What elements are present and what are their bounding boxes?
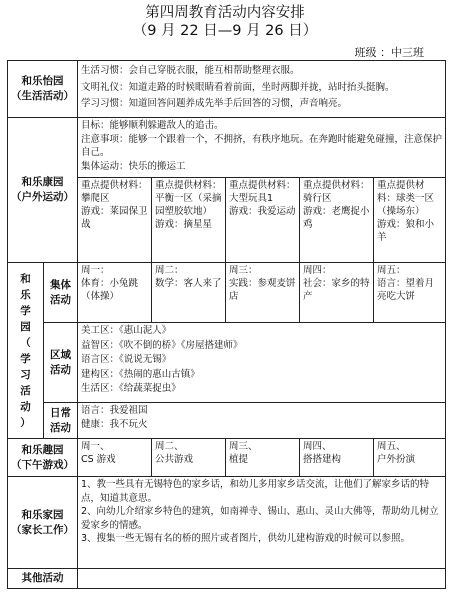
other-row (8, 569, 446, 589)
daily-line: 语言：我爱祖国 (81, 405, 148, 416)
life-row (8, 61, 446, 118)
area-content (78, 323, 446, 403)
home-row (8, 477, 446, 569)
other-head: 其他活动 (8, 569, 78, 589)
daily-line: 健康：我不玩火 (81, 418, 148, 430)
life-line: 生活习惯：会自己穿脱衣服，能互相帮助整理衣服。 (81, 65, 300, 76)
collective-label: 集体 活动 (44, 263, 78, 323)
class-label: 班级 ：中三班 (354, 46, 424, 59)
area-line: 美工区：《惠山泥人》 (81, 325, 172, 336)
daily-label: 日常 活动 (44, 403, 78, 439)
area-label: 区域 活动 (44, 323, 78, 403)
home-item: 3、搜集一些无锡有名的桥的照片或者图片，供幼儿建构游戏的时候可以参照。 (81, 533, 411, 544)
home-item: 2、向幼儿介绍家乡特色的建筑，如南禅寺、锡山、惠山、灵山大佛等，帮助幼儿树立爱家乡的情感。 (81, 506, 439, 531)
home-head: 和乐家园 （家长工作） (8, 477, 78, 569)
health-goal-line: 目标：能够顺利躲避敌人的追击。 (81, 120, 224, 131)
collective-day-cell: 周二： 数学：客人来了 (152, 263, 226, 323)
fun-day-cell: 周二、 公共游戏 (152, 439, 226, 477)
area-line: 语言区：《说说无锡》 (81, 354, 172, 365)
area-line: 建构区：《热闹的惠山古镇》 (81, 368, 200, 380)
health-area-cell: 重点提供材料：平衡一区（采摘园塑胶软地） 游戏：摘星星 (152, 178, 226, 263)
fun-row (8, 439, 446, 477)
study-collective-row (8, 263, 446, 323)
collective-day-cell: 周一： 体育：小兔跳 （体操） (78, 263, 152, 323)
health-area-cell: 重点提供材料：骑行区 游戏：老鹰捉小鸡 (300, 178, 374, 263)
health-area-cell: 重点提供材料：攀爬区 游戏：莱园保卫战 (78, 178, 152, 263)
fun-day-cell: 周四、 搭搭建构 (300, 439, 374, 477)
health-goal-line: 集体运动：快乐的搬运工 (81, 160, 186, 172)
life-line: 学习习惯：知道回答问题养成先举手后回答的习惯，声音响亮。 (81, 98, 348, 109)
life-line: 文明礼仪：知道走路的时候眼睛看着前面，坐时两脚并拢，站时抬头挺胸。 (81, 81, 395, 93)
page-title: 第四周教育活动内容安排 (145, 5, 305, 21)
area-line: 生活区：《给蔬菜捉虫》 (81, 383, 181, 394)
daily-content (78, 403, 446, 439)
collective-day-cell: 周三： 实践：参观麦饼店 (226, 263, 300, 323)
study-area-row (8, 323, 446, 403)
page-subtitle: （9 月 22 日—9 月 26 日） (132, 23, 318, 39)
collective-day-cell: 周四： 社会：家乡的特产 (300, 263, 374, 323)
study-head: 和 乐 学 园 （ 学 习 活 动 ） (8, 263, 44, 439)
life-head: 和乐怡园 （生活活动） (8, 61, 78, 118)
home-item: 1、教一些具有无锡特色的家乡话，和幼儿多用家乡话交流，让他们了解家乡话的特点，知道其意思。 (81, 479, 430, 504)
health-goal-line: 注意事项：能够一个跟着一个，不拥挤，有秩序地玩。在奔跑时能避免碰撞，注意保护自己。 (81, 133, 443, 158)
health-goals-row (8, 118, 446, 178)
fun-day-cell: 周一、 CS 游戏 (78, 439, 152, 477)
home-content (78, 477, 446, 569)
other-content (78, 569, 446, 589)
health-area-cell: 重点提供材料：球类一区（操场东） 游戏：狼和小羊 (374, 178, 446, 263)
area-line: 益智区：《吹不倒的桥》《房屋搭建师》 (81, 339, 243, 351)
fun-day-cell: 周五、 户外扮演 (374, 439, 446, 477)
health-head: 和乐康园 （户外运动） (8, 118, 78, 263)
health-goals (78, 118, 446, 178)
fun-day-cell: 周三、 植提 (226, 439, 300, 477)
collective-day-cell: 周五： 语言：望着月亮吃大饼 (374, 263, 446, 323)
study-daily-row (8, 403, 446, 439)
schedule-table (7, 60, 446, 589)
life-content (78, 61, 446, 118)
fun-head: 和乐趣园 （下午游戏） (8, 439, 78, 477)
health-area-cell: 重点提供材料：大型玩具1 游戏：我爱运动 (226, 178, 300, 263)
